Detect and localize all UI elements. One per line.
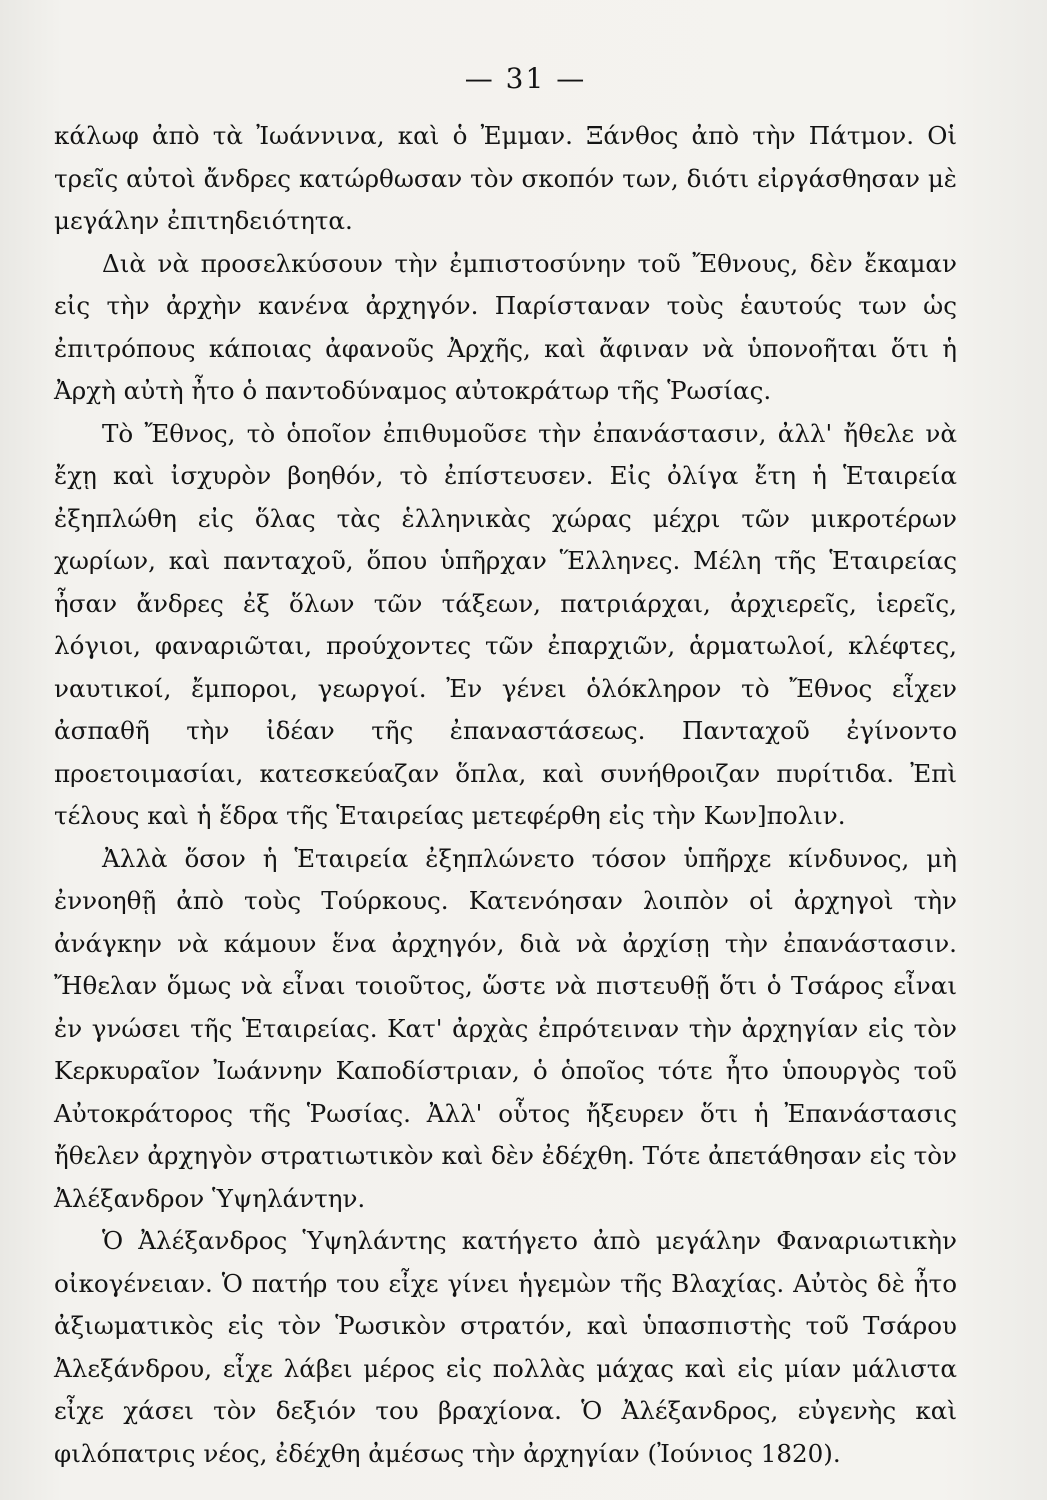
paragraph: Τὸ Ἔθνος, τὸ ὁποῖον ἐπιθυμοῦσε τὴν ἐπανάστασιν, ἀλλ' ἤθελε νὰ ἔχῃ καὶ ἰσχυρὸν βοηθόν, τὸ ἐπίστευσεν. Εἰς ὀλίγα ἔτη ἡ Ἑταιρεία ἐξηπλώθη εἰς ὅλας τὰς ἑλληνικὰς χώρας μέχρι τῶν μικροτέρων χωρίων, καὶ πανταχοῦ, ὅπου ὑπῆρχαν Ἕλληνες. Μέλη τῆς Ἑταιρείας ἦσαν ἄνδρες ἐξ ὅλων τῶν τάξεων, πατριάρχαι, ἀρχιερεῖς, ἱερεῖς, λόγιοι, φαναριῶται, προύχοντες τῶν ἐπαρχιῶν, ἁρματωλοί, κλέφτες, ναυτικοί, ἔμποροι, γεωργοί. Ἐν γένει ὁλόκληρον τὸ Ἔθνος εἶχεν ἀσπαθῆ τὴν ἰδέαν τῆς ἐπαναστάσεως. Πανταχοῦ ἐγίνοντο προετοιμασίαι, κατεσκεύαζαν ὅπλα, καὶ συνήθροιζαν πυρίτιδα. Ἐπὶ τέλους καὶ ἡ ἕδρα τῆς Ἑταιρείας μετεφέρθη εἰς τὴν Κων]πολιν.: [54, 418, 957, 830]
page-body-text: [54, 115, 957, 1475]
paragraph: Ὁ Ἀλέξανδρος Ὑψηλάντης κατήγετο ἀπὸ μεγάλην Φαναριωτικὴν οἰκογένειαν. Ὁ πατήρ του εἶχε γίνει ἡγεμὼν τῆς Βλαχίας. Αὐτὸς δὲ ἦτο ἀξιωματικὸς εἰς τὸν Ῥωσικὸν στρατόν, καὶ ὑπασπιστὴς τοῦ Τσάρου Ἀλεξάνδρου, εἶχε λάβει μέρος εἰς πολλὰς μάχας καὶ εἰς μίαν μάλιστα εἶχε χάσει τὸν δεξιόν του βραχίονα. Ὁ Ἀλέξανδρος, εὐγενὴς καὶ φιλόπατρις νέος, ἐδέχθη ἀμέσως τὴν ἀρχηγίαν (Ἰούνιος 1820).: [54, 1226, 957, 1468]
paragraph: Διὰ νὰ προσελκύσουν τὴν ἐμπιστοσύνην τοῦ Ἔθνους, δὲν ἔκαμαν εἰς τὴν ἀρχὴν κανένα ἀρχηγόν. Παρίσταναν τοὺς ἑαυτούς των ὡς ἐπιτρόπους κάποιας ἀφανοῦς Ἀρχῆς, καὶ ἄφιναν νὰ ὑπονοῆται ὅτι ἡ Ἀρχὴ αὐτὴ ἦτο ὁ παντοδύναμος αὐτοκράτωρ τῆς Ῥωσίας.: [54, 248, 957, 405]
page-number: — 31 —: [464, 62, 587, 95]
paragraph: Ἀλλὰ ὅσον ἡ Ἑταιρεία ἐξηπλώνετο τόσον ὑπῆρχε κίνδυνος, μὴ ἐννοηθῇ ἀπὸ τοὺς Τούρκους. Κατενόησαν λοιπὸν οἱ ἀρχηγοὶ τὴν ἀνάγκην νὰ κάμουν ἕνα ἀρχηγόν, διὰ νὰ ἀρχίσῃ τὴν ἐπανάστασιν. Ἤθελαν ὅμως νὰ εἶναι τοιοῦτος, ὥστε νὰ πιστευθῇ ὅτι ὁ Τσάρος εἶναι ἐν γνώσει τῆς Ἑταιρείας. Κατ' ἀρχὰς ἐπρότειναν τὴν ἀρχηγίαν εἰς τὸν Κερκυραῖον Ἰωάννην Καποδίστριαν, ὁ ὁποῖος τότε ἦτο ὑπουργὸς τοῦ Αὐτοκράτορος τῆς Ῥωσίας. Ἀλλ' οὗτος ἤξευρεν ὅτι ἡ Ἐπανάστασις ἤθελεν ἀρχηγὸν στρατιωτικὸν καὶ δὲν ἐδέχθη. Τότε ἀπετάθησαν εἰς τὸν Ἀλέξανδρον Ὑψηλάντην.: [54, 843, 957, 1213]
paragraph-continued: κάλωφ ἀπὸ τὰ Ἰωάννινα, καὶ ὁ Ἐμμαν. Ξάνθος ἀπὸ τὴν Πάτμον. Οἱ τρεῖς αὐτοὶ ἄνδρες κατώρθωσαν τὸν σκοπόν των, διότι εἰργάσθησαν μὲ μεγάλην ἐπιτηδειότητα.: [54, 121, 957, 235]
